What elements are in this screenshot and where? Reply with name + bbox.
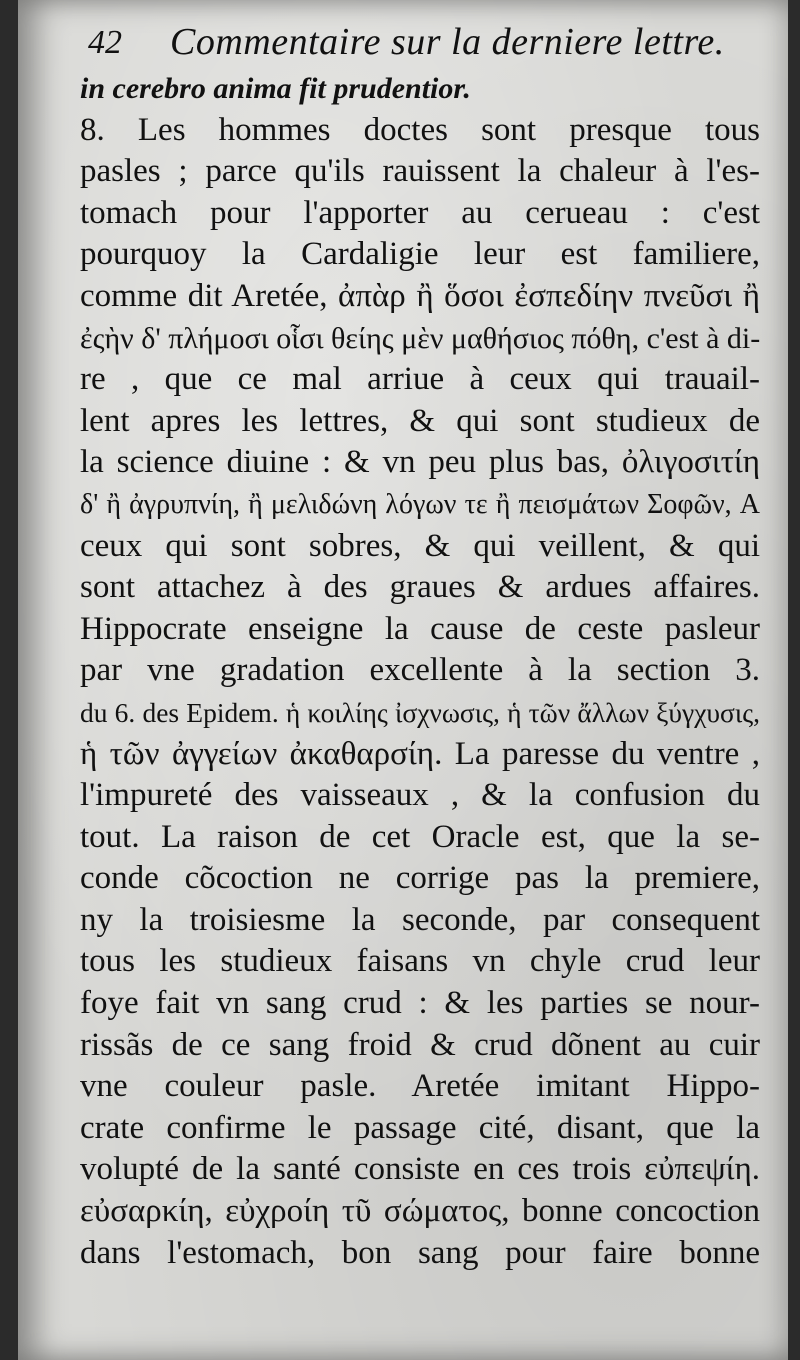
text-line: conde cõcoction ne corrige pas la premiere, xyxy=(80,860,760,897)
text-line: in cerebro anima fit prudentior. xyxy=(80,72,471,105)
text-line: re , que ce mal arriue à ceux qui trauail- xyxy=(80,361,760,398)
text-line: crate confirme le passage cité, disant, que la xyxy=(80,1109,760,1146)
text-line: l'impureté des vaisseaux , & la confusion du xyxy=(80,777,760,814)
text-line: par vne gradation excellente à la section 3. xyxy=(80,652,760,689)
text-line: pourquoy la Cardaligie leur est familiere, xyxy=(80,236,760,273)
text-line: ἡ τῶν ἀγγείων ἀκαθαρσίη. La paresse du ventre , xyxy=(80,735,760,772)
text-line: lent apres les lettres, & qui sont studieux de xyxy=(80,402,760,439)
text-line: 8. Les hommes doctes sont presque tous xyxy=(80,111,760,148)
book-page xyxy=(18,0,788,1360)
text-line: la science diuine : & vn peu plus bas, ὀλιγοσιτίη xyxy=(80,444,760,481)
text-line: sont attachez à des graues & ardues affaires. xyxy=(80,569,760,606)
text-line: foye fait vn sang crud : & les parties se nour- xyxy=(80,985,760,1022)
text-line: du 6. des Epidem. ἡ κοιλίης ἰσχνωσις, ἡ τῶν ἄλλων ξύγχυσις, xyxy=(80,696,760,728)
running-title: Commentaire sur la derniere lettre. xyxy=(170,21,725,63)
text-line: volupté de la santé consiste en ces trois εὐπεψίη. xyxy=(80,1151,760,1188)
text-line: tous les studieux faisans vn chyle crud leur xyxy=(80,943,760,980)
text-line: vne couleur pasle. Aretée imitant Hippo- xyxy=(80,1068,760,1105)
text-line: ceux qui sont sobres, & qui veillent, & qui xyxy=(80,527,760,564)
text-line: ny la troisiesme la seconde, par consequent xyxy=(80,901,760,938)
text-line: rissãs de ce sang froid & crud dõnent au cuir xyxy=(80,1026,760,1063)
page-number: 42 xyxy=(88,24,122,61)
text-line: pasles ; parce qu'ils rauissent la chaleur à l'es- xyxy=(80,153,760,190)
text-line: ἐςὴν δ' πλήμοσι οἷσι θείης μὲν μαθήσιος πόθη, c'est à di- xyxy=(80,321,761,355)
text-line: comme dit Aretée, ἀπὰρ ἢ ὅσοι ἐσπεδίην πνεῦσι ἢ xyxy=(80,277,760,314)
text-line: Hippocrate enseigne la cause de ceste pasleur xyxy=(80,610,760,647)
body-text xyxy=(80,68,760,1274)
text-line: tout. La raison de cet Oracle est, que la se- xyxy=(80,818,760,855)
text-line: dans l'estomach, bon sang pour faire bonne xyxy=(80,1234,760,1271)
page-header xyxy=(88,18,768,70)
text-line: δ' ἢ ἀγρυπνίη, ἢ μελιδώνη λόγων τε ἢ πεισμάτων Σοφῶν, A xyxy=(80,488,760,520)
text-line: εὐσαρκίη, εὐχροίη τῦ σώματος, bonne concoction xyxy=(80,1193,760,1230)
text-line: tomach pour l'apporter au cerueau : c'est xyxy=(80,194,760,231)
